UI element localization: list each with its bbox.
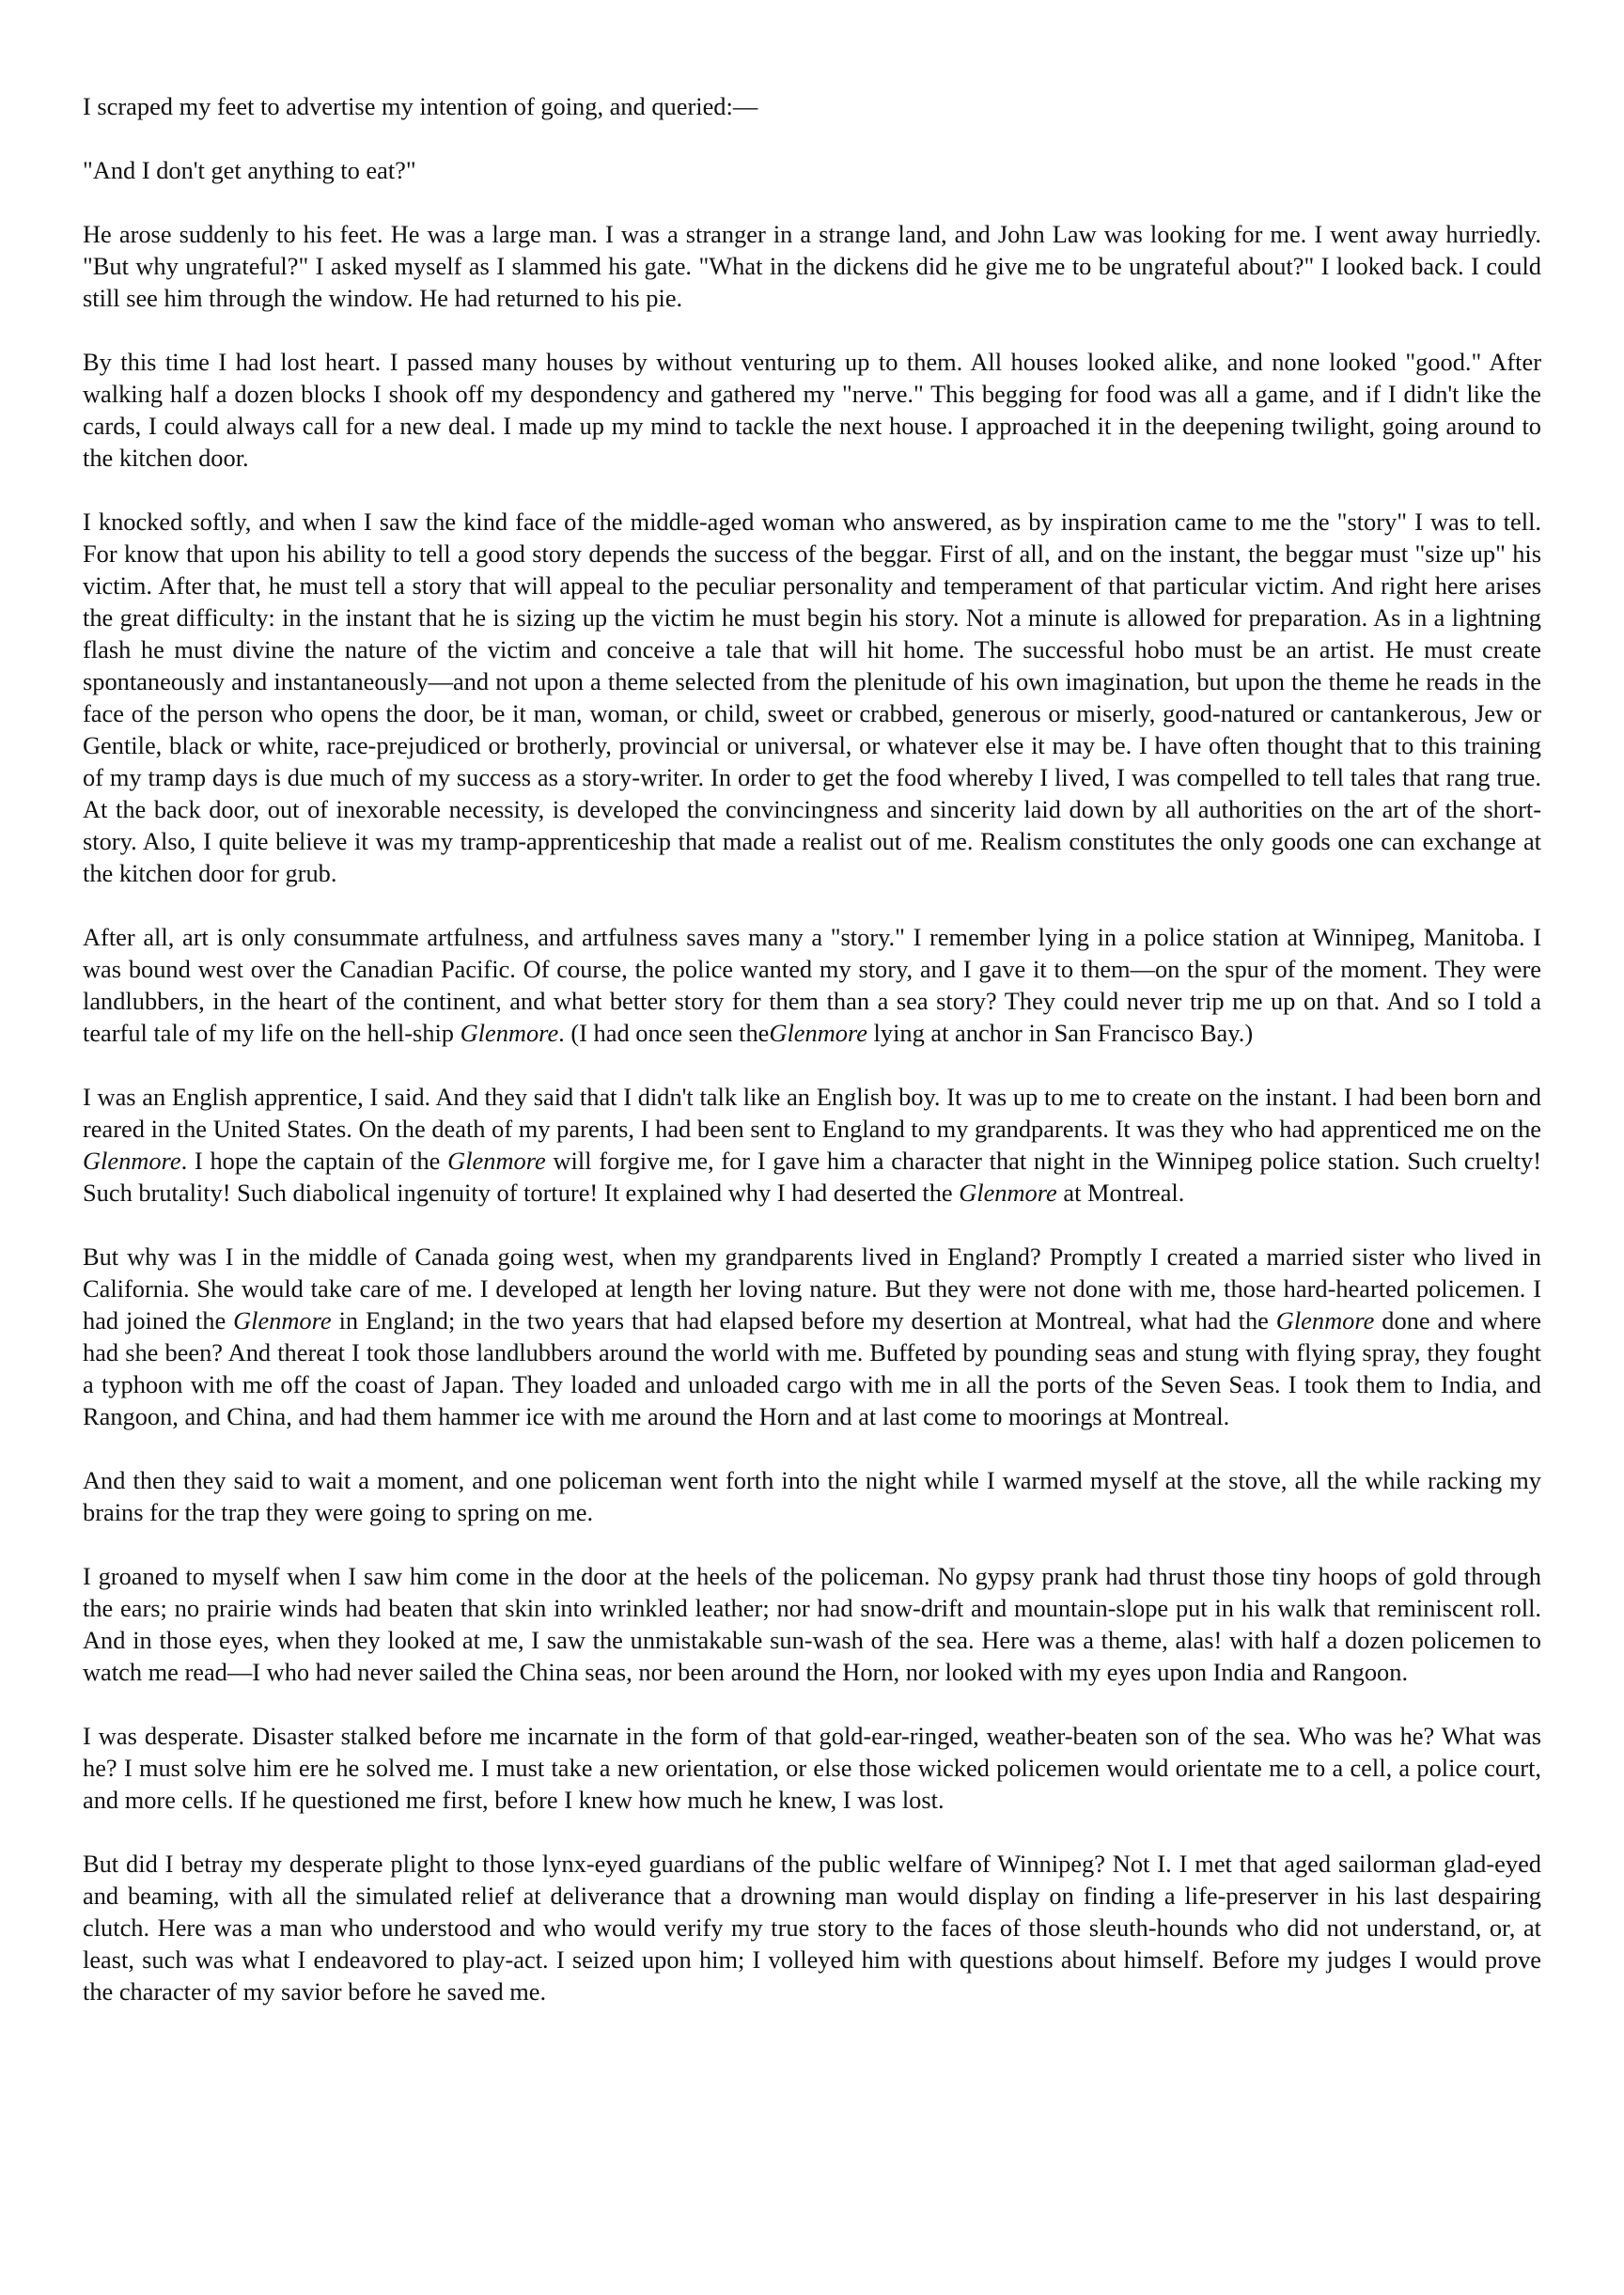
paragraph	[83, 1241, 1541, 1432]
paragraph	[83, 1720, 1541, 1816]
paragraph-text: And then they said to wait a moment, and one policeman went forth into the night while I warmed myself at the stove, all the while racking my brains for the trap they were going to spring on me.	[83, 1466, 1541, 1526]
paragraph	[83, 1848, 1541, 2007]
ship-name-italic: Glenmore	[959, 1179, 1057, 1207]
paragraph	[83, 506, 1541, 889]
paragraph-text: will forgive me, for I gave him a character that night in the Winnipeg police station. Such cruelty! Such brutality! Such diabolical ingenuity of torture! It explained why I had deserted the	[83, 1147, 1541, 1207]
paragraph	[83, 154, 1541, 186]
ship-name-italic: Glenmore	[769, 1019, 867, 1047]
paragraph-text: I was desperate. Disaster stalked before me incarnate in the form of that gold-ear-ringed, weather-beaten son of the sea. Who was he? What was he? I must solve him ere he solved me. I must take a new orientation, or else those wicked policemen would orientate me to a cell, a police court, and more cells. If he questioned me first, before I knew how much he knew, I was lost.	[83, 1722, 1541, 1814]
paragraph	[83, 346, 1541, 474]
paragraph	[83, 1560, 1541, 1688]
ship-name-italic: Glenmore	[1275, 1306, 1375, 1335]
ship-name-italic: Glenmore	[447, 1147, 546, 1175]
paragraph	[83, 218, 1541, 314]
paragraph-text: I knocked softly, and when I saw the kind face of the middle-aged woman who answered, as by inspiration came to me the "story" I was to tell. For know that upon his ability to tell a good story depends the success of the beggar. First of all, and on the instant, the beggar must "size up" his victim. After that, he must tell a story that will appeal to the peculiar personality and temperament of that particular victim. And right here arises the great difficulty: in the instant that he is sizing up the victim he must begin his story. Not a minute is allowed for preparation. As in a lightning flash he must divine the nature of the victim and conceive a tale that will hit home. The successful hobo must be an artist. He must create spontaneously and instantaneously—and not upon a theme selected from the plenitude of his own imagination, but upon the theme he reads in the face of the person who opens the door, be it man, woman, or child, sweet or crabbed, generous or miserly, good-natured or cantankerous, Jew or Gentile, black or white, race-prejudiced or brotherly, provincial or universal, or whatever else it may be. I have often thought that to this training of my tramp days is due much of my success as a story-writer. In order to get the food whereby I lived, I was compelled to tell tales that rang true. At the back door, out of inexorable necessity, is developed the convincingness and sincerity laid down by all authorities on the art of the short-story. Also, I quite believe it was my tramp-apprenticeship that made a realist out of me. Realism constitutes the only goods one can exchange at the kitchen door for grub.	[83, 507, 1541, 887]
paragraph-text: done and where had she been? And thereat I took those landlubbers around the world with me. Buffeted by pounding seas and stung with flying spray, they fought a typhoon with me off the coast of Japan. They loaded and unloaded cargo with me in all the ports of the Seven Seas. I took them to India, and Rangoon, and China, and had them hammer ice with me around the Horn and at last come to moorings at Montreal.	[83, 1306, 1541, 1430]
paragraph-text: But why was I in the middle of Canada going west, when my grandparents lived in England? Promptly I created a married sister who lived in California. She would take care of me. I developed at length her loving nature. But they were not done with me, those hard-hearted policemen. I had joined the	[83, 1242, 1541, 1335]
paragraph	[83, 921, 1541, 1049]
paragraph-text: By this time I had lost heart. I passed many houses by without venturing up to them. All houses looked alike, and none looked "good." After walking half a dozen blocks I shook off my despondency and gathered my "nerve." This begging for food was all a game, and if I didn't like the cards, I could always call for a new deal. I made up my mind to tackle the next house. I approached it in the deepening twilight, going around to the kitchen door.	[83, 348, 1541, 472]
paragraph-text: But did I betray my desperate plight to those lynx-eyed guardians of the public welfare of Winnipeg? Not I. I met that aged sailorman glad-eyed and beaming, with all the simulated relief at deliverance that a drowning man would display on finding a life-preserver in his last despairing clutch. Here was a man who understood and who would verify my true story to the faces of those sleuth-hounds who did not understand, or, at least, such was what I endeavored to play-act. I seized upon him; I volleyed him with questions about himself. Before my judges I would prove the character of my savior before he saved me.	[83, 1850, 1541, 2006]
paragraph-text: at Montreal.	[1056, 1179, 1185, 1207]
paragraph-text: "And I don't get anything to eat?"	[83, 156, 416, 184]
paragraph-text: . (I had once seen the	[558, 1019, 770, 1047]
paragraph-text: He arose suddenly to his feet. He was a large man. I was a stranger in a strange land, and John Law was looking for me. I went away hurriedly. "But why ungrateful?" I asked myself as I slammed his gate. "What in the dickens did he give me to be ungrateful about?" I looked back. I could still see him through the window. He had returned to his pie.	[83, 220, 1541, 312]
ship-name-italic: Glenmore	[460, 1019, 559, 1047]
paragraph-text: lying at anchor in San Francisco Bay.)	[867, 1019, 1254, 1047]
document-page	[83, 90, 1541, 2007]
paragraph-text: . I hope the captain of the	[180, 1147, 448, 1175]
paragraph	[83, 1081, 1541, 1209]
paragraph-text: After all, art is only consummate artfulness, and artfulness saves many a "story." I remember lying in a police station at Winnipeg, Manitoba. I was bound west over the Canadian Pacific. Of course, the police wanted my story, and I gave it to them—on the spur of the moment. They were landlubbers, in the heart of the continent, and what better story for them than a sea story? They could never trip me up on that. And so I told a tearful tale of my life on the hell-ship	[83, 923, 1541, 1047]
paragraph	[83, 1464, 1541, 1528]
paragraph-text: in England; in the two years that had elapsed before my desertion at Montreal, what had the	[331, 1306, 1276, 1335]
ship-name-italic: Glenmore	[233, 1306, 332, 1335]
paragraph-text: I was an English apprentice, I said. And they said that I didn't talk like an English boy. It was up to me to create on the instant. I had been born and reared in the United States. On the death of my parents, I had been sent to England to my grandparents. It was they who had apprenticed me on the	[83, 1083, 1541, 1143]
paragraph	[83, 90, 1541, 122]
paragraph-text: I groaned to myself when I saw him come in the door at the heels of the policeman. No gypsy prank had thrust those tiny hoops of gold through the ears; no prairie winds had beaten that skin into wrinkled leather; nor had snow-drift and mountain-slope put in his walk that reminiscent roll. And in those eyes, when they looked at me, I saw the unmistakable sun-wash of the sea. Here was a theme, alas! with half a dozen policemen to watch me read—I who had never sailed the China seas, nor been around the Horn, nor looked with my eyes upon India and Rangoon.	[83, 1562, 1541, 1686]
ship-name-italic: Glenmore	[83, 1147, 181, 1175]
paragraph-text: I scraped my feet to advertise my intention of going, and queried:—	[83, 92, 758, 120]
